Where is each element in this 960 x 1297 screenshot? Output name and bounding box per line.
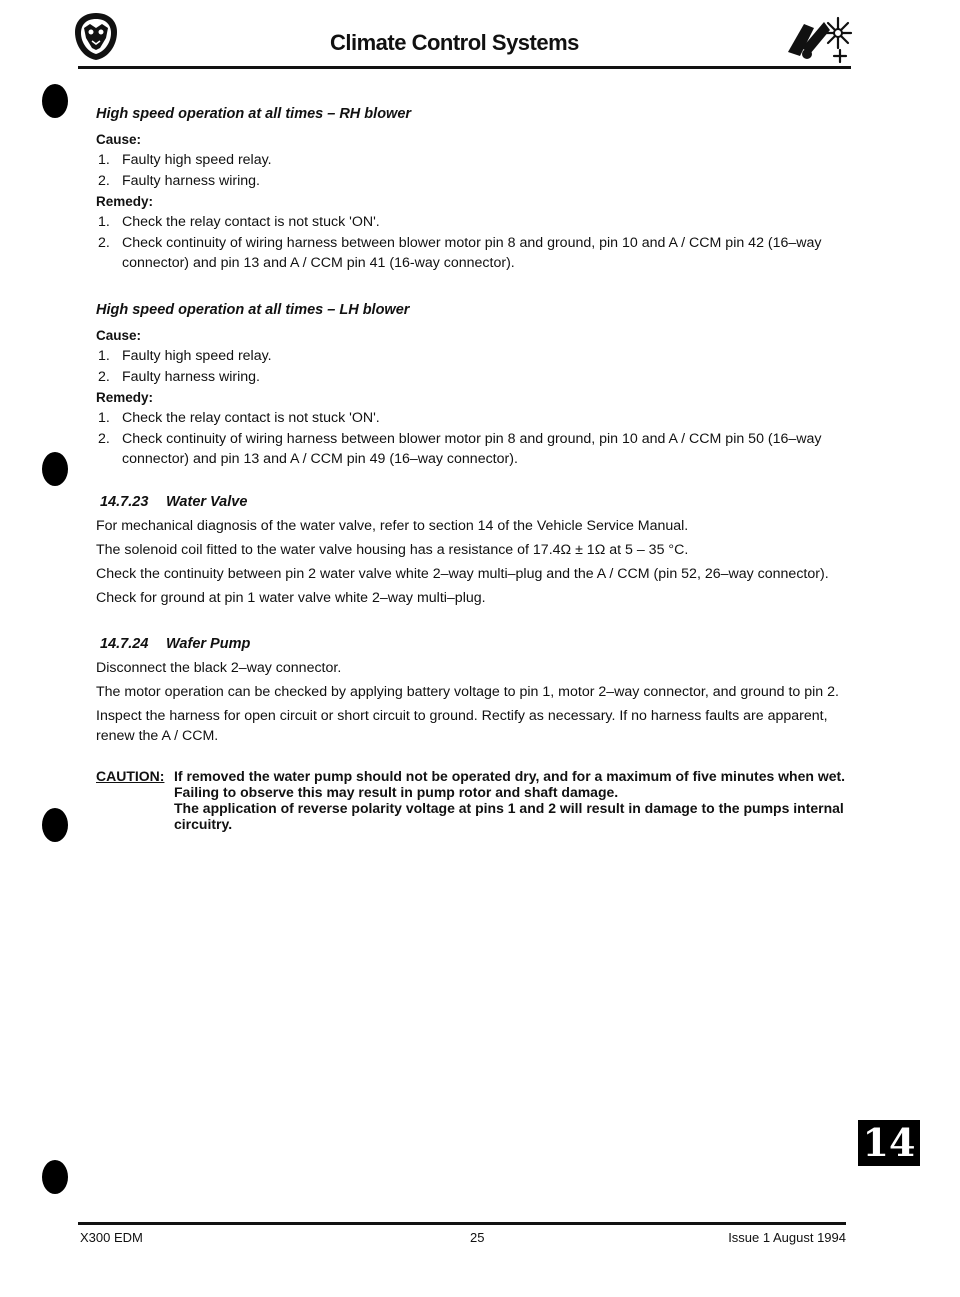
item-number: 2. <box>98 369 110 385</box>
binder-hole <box>42 808 68 842</box>
cause-label: Cause: <box>96 328 142 343</box>
caution-notice <box>96 768 854 832</box>
cause-list <box>96 150 854 191</box>
page-content <box>96 100 854 832</box>
list-item <box>96 367 854 387</box>
section-heading <box>100 492 854 512</box>
item-number: 1. <box>98 348 110 364</box>
jaguar-head-logo-icon <box>70 10 122 62</box>
remedy-label: Remedy: <box>96 390 154 405</box>
section-water-valve <box>96 492 854 608</box>
list-item <box>96 150 854 170</box>
caution-text: If removed the water pump should not be operated dry, and for a maximum of five minutes when wet. Failing to observe this may result in pump rotor and shaft damage. <box>174 768 846 800</box>
item-number: 2. <box>98 431 110 447</box>
section-number: 14.7.23 <box>100 494 149 510</box>
item-text: Faulty high speed relay. <box>122 348 272 364</box>
section-title: Water Valve <box>166 494 248 510</box>
footer-manual-id: X300 EDM <box>80 1230 143 1245</box>
paragraph: The motor operation can be checked by applying battery voltage to pin 1, motor 2–way connector, and ground to pin 2. <box>96 684 839 700</box>
caution-label: CAUTION: <box>96 768 165 784</box>
section-title: Wafer Pump <box>166 636 251 652</box>
item-text: Faulty harness wiring. <box>122 369 260 385</box>
footer-rule <box>78 1222 846 1225</box>
binder-hole <box>42 1160 68 1194</box>
section-heading: High speed operation at all times – LH blower <box>96 302 410 318</box>
cause-label: Cause: <box>96 132 142 147</box>
paragraph: For mechanical diagnosis of the water valve, refer to section 14 of the Vehicle Service Manual. <box>96 518 689 534</box>
climate-fan-snowflake-icon <box>780 10 860 64</box>
page-title: Climate Control Systems <box>330 30 579 55</box>
section-tab: 14 <box>858 1120 920 1166</box>
binder-hole <box>42 84 68 118</box>
section-number: 14.7.24 <box>100 636 149 652</box>
item-number: 2. <box>98 173 110 189</box>
paragraph: The solenoid coil fitted to the water valve housing has a resistance of 17.4Ω ± 1Ω at 5 – 35 °C. <box>96 542 689 558</box>
remedy-list <box>96 212 854 273</box>
section-heading: High speed operation at all times – RH blower <box>96 106 412 122</box>
header-rule <box>78 66 851 69</box>
caution-text: The application of reverse polarity voltage at pins 1 and 2 will result in damage to the pumps internal circuitry. <box>174 800 844 832</box>
section-rh-blower <box>96 104 854 273</box>
item-number: 2. <box>98 235 110 251</box>
footer-issue-date: Issue 1 August 1994 <box>728 1230 846 1245</box>
list-item <box>96 408 854 428</box>
item-text: Check continuity of wiring harness between blower motor pin 8 and ground, pin 10 and A / CCM pin 50 (16–way connector) and pin 13 and A / CCM pin 49 (16–way connector). <box>122 431 822 467</box>
list-item <box>96 346 854 366</box>
section-water-pump <box>96 634 854 746</box>
paragraph: Inspect the harness for open circuit or short circuit to ground. Rectify as necessary. If no harness faults are apparent, renew the A / CCM. <box>96 708 828 744</box>
cause-list <box>96 346 854 387</box>
item-number: 1. <box>98 410 110 426</box>
list-item <box>96 212 854 232</box>
item-text: Check continuity of wiring harness between blower motor pin 8 and ground, pin 10 and A / CCM pin 42 (16–way connector) and pin 13 and A / CCM pin 41 (16-way connector). <box>122 235 822 271</box>
section-lh-blower <box>96 300 854 469</box>
remedy-label: Remedy: <box>96 194 154 209</box>
list-item <box>96 233 854 273</box>
item-text: Faulty harness wiring. <box>122 173 260 189</box>
item-text: Faulty high speed relay. <box>122 152 272 168</box>
item-text: Check the relay contact is not stuck 'ON'. <box>122 410 380 426</box>
footer-page-number: 25 <box>470 1230 485 1245</box>
section-heading <box>100 634 854 654</box>
binder-hole <box>42 452 68 486</box>
list-item <box>96 171 854 191</box>
item-text: Check the relay contact is not stuck 'ON'. <box>122 214 380 230</box>
paragraph: Check for ground at pin 1 water valve white 2–way multi–plug. <box>96 590 486 606</box>
item-number: 1. <box>98 152 110 168</box>
remedy-list <box>96 408 854 469</box>
list-item <box>96 429 854 469</box>
item-number: 1. <box>98 214 110 230</box>
paragraph: Disconnect the black 2–way connector. <box>96 660 342 676</box>
paragraph: Check the continuity between pin 2 water valve white 2–way multi–plug and the A / CCM (pin 52, 26–way connector). <box>96 566 829 582</box>
